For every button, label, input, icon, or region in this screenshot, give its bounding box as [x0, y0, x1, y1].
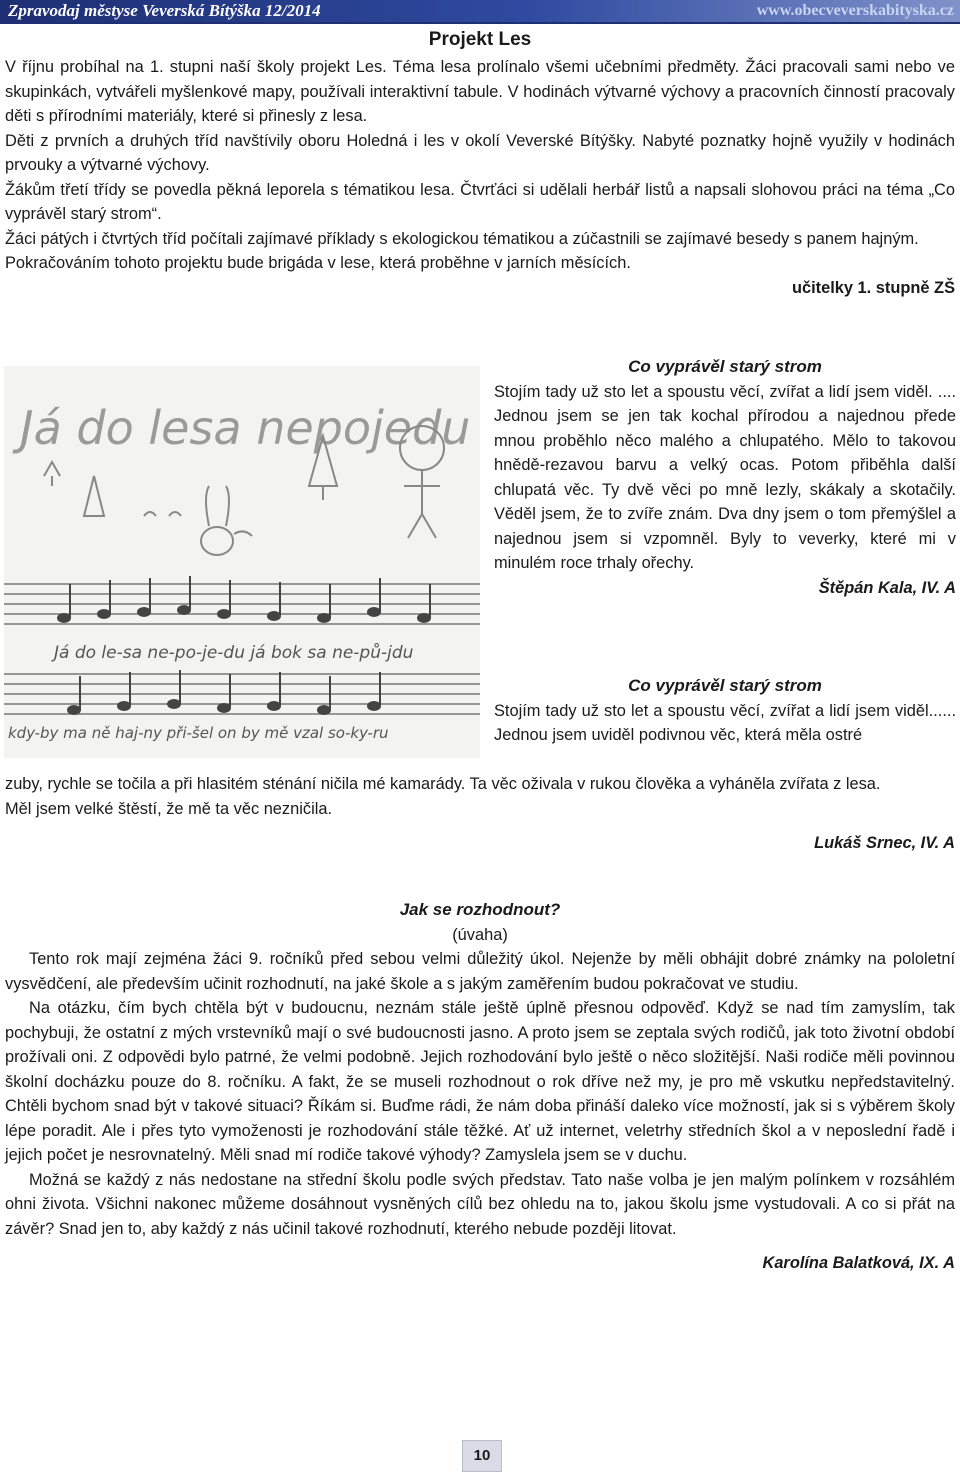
paragraph: Pokračováním tohoto projektu bude brigáda v lese, která proběhne v jarních měsících.: [5, 254, 631, 272]
article-title-projekt-les: Projekt Les: [428, 29, 532, 50]
essay-signature: Karolína Balatková, IX. A: [762, 1254, 955, 1272]
signature: učitelky 1. stupně ZŠ: [791, 278, 955, 297]
article-projekt-les: [5, 55, 955, 300]
website-link[interactable]: www.obecveverskabityska.cz: [756, 2, 954, 19]
story2-title: Co vyprávěl starý strom: [628, 676, 822, 695]
page-header: [0, 0, 960, 22]
story1-signature: Štěpán Kala, IV. A: [818, 578, 956, 597]
child-drawing: [4, 366, 480, 758]
drawing-heading: Já do lesa nepojedu: [20, 401, 471, 455]
essay-subtitle: (úvaha): [452, 925, 508, 944]
story2-signature: Lukáš Srnec, IV. A: [814, 834, 955, 852]
story1: [494, 355, 956, 600]
paragraph: V říjnu probíhal na 1. stupni naší školy projekt Les. Téma lesa prolínalo všemi učebními předměty. Žáci pracovali sami nebo ve skupinkách, vytvářeli myšlenkové mapy, používali interaktivní tabule. V hodinách výtvarné výchovy a pracovních činností pracovaly děti s přírodními materiály, které si přinesly z lesa.: [5, 58, 955, 125]
essay: [5, 898, 955, 1276]
paragraph: Žáci pátých i čtvrtých tříd počítali zajímavé příklady s ekologickou tématikou a zúčastnili se zajímavé besedy s panem hajným.: [5, 229, 919, 248]
story2-text-column: Stojím tady už sto let a spoustu věcí, zvířat a lidí jsem viděl...... Jednou jsem uviděl podivnou věc, která měla ostré: [494, 701, 956, 744]
essay-paragraph: Možná se každý z nás nedostane na střední školu podle svých představ. Tato naše volba je jen malým polínkem v rozsáhlém ohni života. Všichni nakonec můžeme dosáhnout vysněných cílů bez ohledu na to, jakou školu jsme vystudovali. A co si přát na závěr? Snad jen to, aby každý z nás učinil takové rozhodnutí, kterého nebude později litovat.: [5, 1170, 955, 1238]
essay-title: Jak se rozhodnout?: [399, 900, 561, 919]
story2-column: [494, 674, 956, 748]
page-number: 10: [462, 1440, 502, 1472]
newsletter-title: Zpravodaj městyse Veverská Bítýška 12/2014: [8, 1, 321, 20]
essay-paragraph: Tento rok mají zejména žáci 9. ročníků před sebou velmi důležitý úkol. Nejenže by měli obhájit dobré známky na pololetní vysvědčení, ale především učinit rozhodnutí, na jaké škole a s jakým zaměřením budou pokračovat ve studiu.: [5, 950, 955, 993]
essay-paragraph: Na otázku, čím bych chtěla být v budoucnu, neznám stále ještě úplně přesnou odpověď. Když se nad tím zamyslím, tak pochybuji, že ostatní z mých vrstevníků mají o své budoucnosti jasno. A proto jsem se zeptala svých rodičů, jak toto životní období prožívali oni. Z odpovědi bylo patrné, že velmi podobně. Jejich rozhodování bylo ještě o něco složitější. Naši rodiče měli povinnou školní docházku pouze do 8. ročníku. A fakt, že se museli rozhodnout o rok dříve než my, je pro mě vskutku nepředstavitelný. Chtěli bychom snad být v takové situaci? Říkám si. Buďme rádi, že nám doba přináší daleko více možností, jak si s výběrem školy lépe poradit. Ale i přes tyto vymoženosti je rozhodování stále těžké. Ať už internet, veletrhy středních škol a v neposlední řadě i jejich počet je nesrovnatelný. Měli snad mí rodiče takové výhody? Zamyslela jsem se v duchu.: [5, 999, 955, 1164]
story2-continued: [5, 772, 955, 856]
story1-text: Stojím tady už sto let a spoustu věcí, zvířat a lidí jsem viděl. .... Jednou jsem se jen tak kochal přírodou a najednou přede mnou proběhlo něco malého a chlupatého. Mělo to takovou hnědě-rezavou barvu a velký ocas. Potom přiběhla další chlupatá věc. Ty dvě věci po mně lezly, skákaly a skotačily. Věděl jsem, že to zvíře znám. Dva dny jsem o tom přemýšlel a najednou jsem si vzpomněl. Byly to veverky, které mi v minulém roce trhaly ořechy.: [494, 382, 956, 572]
story2-text-last: Měl jsem velké štěstí, že mě ta věc nezničila.: [5, 799, 333, 818]
paragraph: Žákům třetí třídy se povedla pěkná leporela s tématikou lesa. Čtvrťáci si udělali herbář listů a napsali slohovou práci na téma „Co vyprávěl starý strom“.: [5, 180, 955, 223]
story1-title: Co vyprávěl starý strom: [628, 357, 822, 376]
story2-text-full: zuby, rychle se točila a při hlasitém sténání ničila mé kamarády. Ta věc oživala v rukou člověka a vyháněla zvířata z lesa.: [5, 775, 881, 793]
paragraph: Děti z prvních a druhých tříd navštívily oboru Holedná i les v okolí Veverské Bítýšky. Nabyté poznatky hojně využily v hodinách prvouky a výtvarné výchovy.: [5, 131, 955, 174]
header-divider: [0, 22, 960, 24]
drawing-lyrics-line2: kdy-by ma ně haj-ny při-šel on by mě vzal so-ky-ru: [8, 724, 389, 742]
drawing-lyrics-line1: Já do le-sa ne-po-je-du já bok sa ne-pů-jdu: [54, 643, 414, 663]
